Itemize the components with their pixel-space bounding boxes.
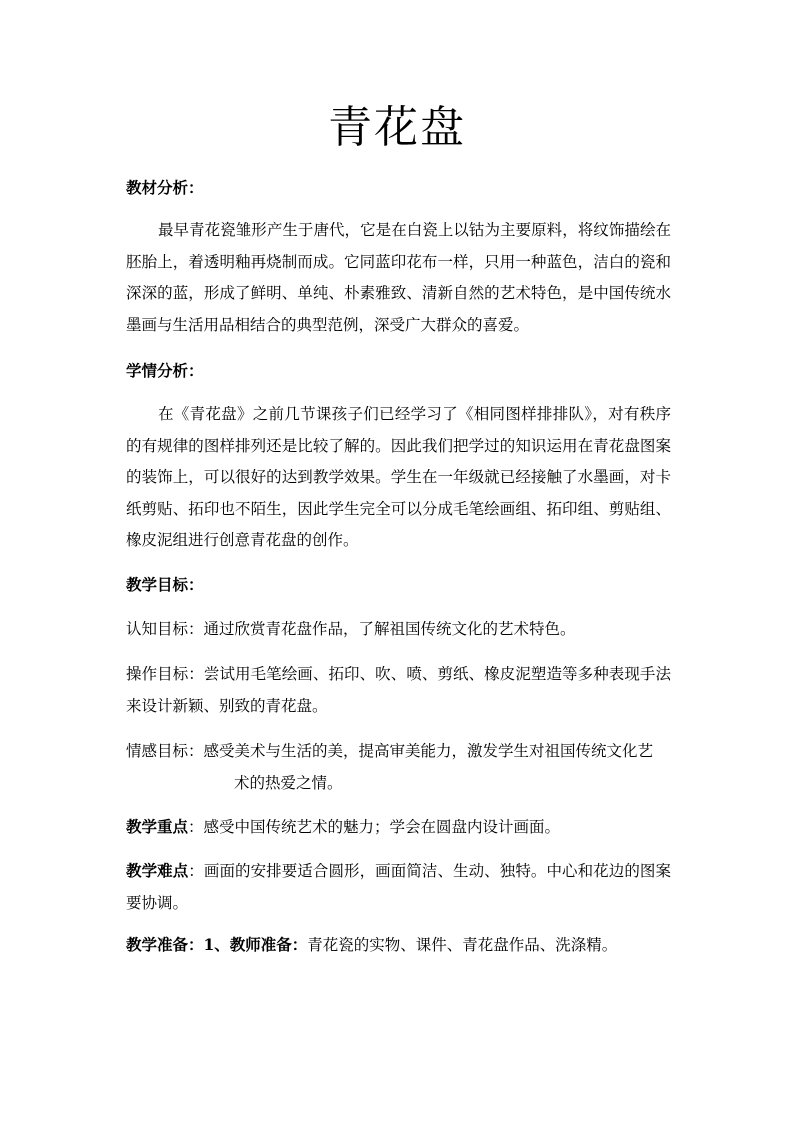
difficulty-point <box>126 855 671 919</box>
key-point-text: ：感受中国传统艺术的魅力；学会在圆盘内设计画面。 <box>188 818 561 836</box>
key-point <box>126 811 671 844</box>
emotion-goal-line-1: 情感目标：感受美术与生活的美，提高审美能力，激发学生对祖国传统文化艺 <box>126 742 654 760</box>
cognitive-goal: 认知目标：通过欣赏青花盘作品，了解祖国传统文化的艺术特色。 <box>126 620 576 638</box>
textbook-analysis-heading: 教材分析： <box>126 178 204 197</box>
document-title: 青花盘 <box>328 102 466 153</box>
difficulty-label: 教学难点 <box>126 861 189 880</box>
textbook-analysis-paragraph: 最早青花瓷雏形产生于唐代，它是在白瓷上以钴为主要原料，将纹饰描绘在胚胎上，着透明釉再烧制而成。它同蓝印花布一样，只用一种蓝色，洁白的瓷和深深的蓝，形成了鲜明、单纯、朴素雅致、清新自然的艺术特色，是中国传统水墨画与生活用品相结合的典型范例，深受广大群众的喜爱。 <box>126 221 671 334</box>
student-analysis-paragraph: 在《青花盘》之前几节课孩子们已经学习了《相同图样排排队》，对有秩序的有规律的图样排列还是比较了解的。因此我们把学过的知识运用在青花盘图案的装饰上，可以很好的达到教学效果。学生在一年级就已经接触了水墨画，对卡纸剪贴、拓印也不陌生，因此学生完全可以分成毛笔绘画组、拓印组、剪贴组、橡皮泥组进行创意青花盘的创作。 <box>126 405 671 549</box>
preparation-label: 教学准备：1、教师准备： <box>126 935 308 954</box>
operation-goal: 操作目标：尝试用毛笔绘画、拓印、吹、喷、剪纸、橡皮泥塑造等多种表现手法来设计新颖、别致的青花盘。 <box>126 665 671 715</box>
emotion-goal <box>126 736 671 799</box>
preparation <box>126 929 671 962</box>
teaching-goals-heading: 教学目标： <box>126 575 204 594</box>
preparation-text: 青花瓷的实物、课件、青花盘作品、洗涤精。 <box>307 936 618 954</box>
emotion-goal-line-2: 术的热爱之情。 <box>234 773 343 792</box>
difficulty-text: ：画面的安排要适合圆形，画面简洁、生动、独特。中心和花边的图案要协调。 <box>126 862 671 912</box>
student-analysis-heading: 学情分析： <box>126 361 204 380</box>
key-point-label: 教学重点 <box>126 817 189 836</box>
